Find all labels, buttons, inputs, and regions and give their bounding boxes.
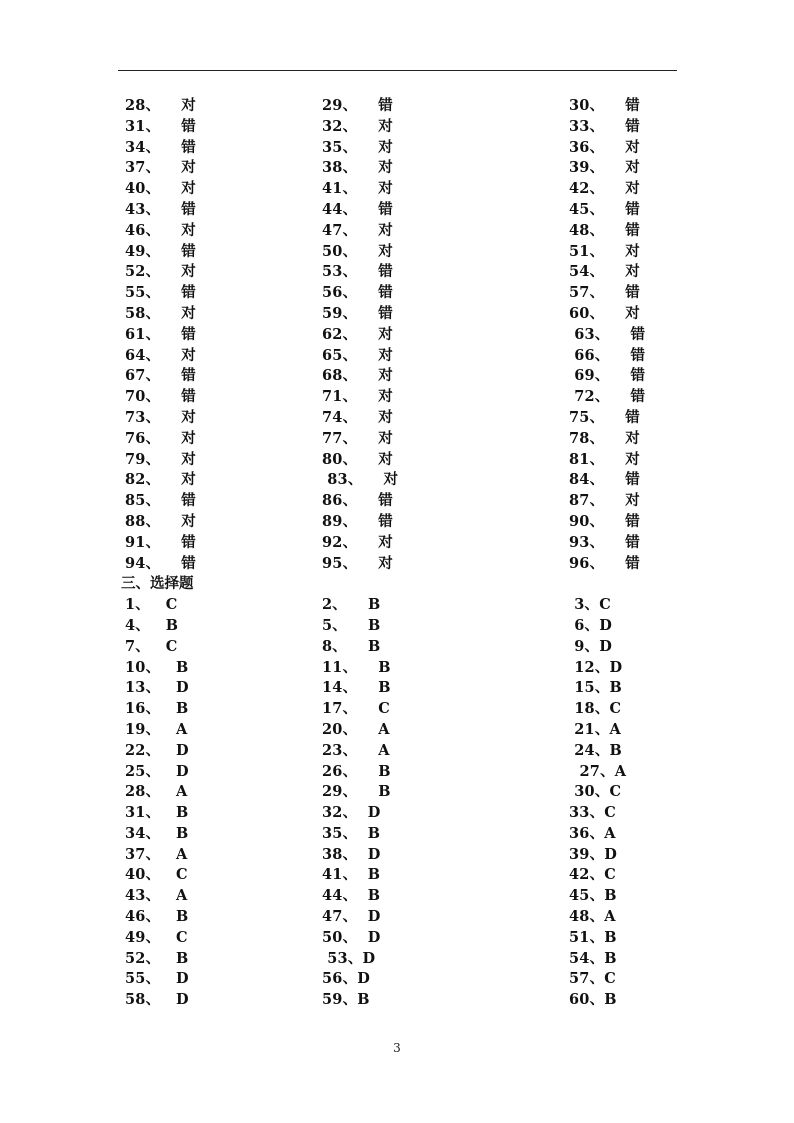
answer-cell: 34、 B xyxy=(125,824,189,842)
answer-cell: 1、 C xyxy=(125,596,178,614)
answer-cell: 55、 错 xyxy=(125,284,196,302)
answer-cell: 58、 对 xyxy=(125,304,196,322)
answer-cell: 8、 B xyxy=(322,637,381,655)
true-false-row xyxy=(0,450,794,471)
answer-cell: 93、 错 xyxy=(569,533,640,551)
multiple-choice-row xyxy=(0,886,794,907)
answer-cell: 50、 对 xyxy=(322,242,393,260)
answer-cell: 80、 对 xyxy=(322,450,393,468)
answer-cell: 13、 D xyxy=(125,679,189,697)
answer-cell: 54、 对 xyxy=(569,263,640,281)
answer-cell: 64、 对 xyxy=(125,346,196,364)
true-false-row xyxy=(0,554,794,575)
multiple-choice-row xyxy=(0,616,794,637)
true-false-row xyxy=(0,325,794,346)
answer-cell: 78、 对 xyxy=(569,429,640,447)
answer-cell: 45、 错 xyxy=(569,200,640,218)
answer-cell: 43、 A xyxy=(125,887,188,905)
multiple-choice-answers xyxy=(0,595,794,1011)
multiple-choice-row xyxy=(0,595,794,616)
answer-cell: 46、 B xyxy=(125,908,189,926)
true-false-row xyxy=(0,158,794,179)
answer-cell: 9、D xyxy=(569,637,613,655)
answer-cell: 49、 错 xyxy=(125,242,196,260)
answer-cell: 21、A xyxy=(569,720,621,738)
answer-cell: 57、 错 xyxy=(569,284,640,302)
answer-cell: 58、 D xyxy=(125,991,189,1009)
answer-cell: 67、 错 xyxy=(125,367,196,385)
multiple-choice-row xyxy=(0,990,794,1011)
answer-key xyxy=(0,96,794,1011)
answer-cell: 65、 对 xyxy=(322,346,393,364)
multiple-choice-row xyxy=(0,720,794,741)
answer-cell: 59、B xyxy=(322,991,370,1009)
answer-cell: 88、 对 xyxy=(125,512,196,530)
answer-cell: 16、 B xyxy=(125,700,189,718)
answer-cell: 37、 A xyxy=(125,845,188,863)
answer-cell: 40、 C xyxy=(125,866,188,884)
true-false-row xyxy=(0,262,794,283)
answer-cell: 44、 错 xyxy=(322,200,393,218)
answer-cell: 2、 B xyxy=(322,596,381,614)
answer-cell: 30、C xyxy=(569,783,622,801)
answer-cell: 84、 错 xyxy=(569,471,640,489)
true-false-row xyxy=(0,387,794,408)
answer-cell: 76、 对 xyxy=(125,429,196,447)
answer-cell: 34、 错 xyxy=(125,138,196,156)
answer-cell: 42、C xyxy=(569,866,617,884)
answer-cell: 48、A xyxy=(569,908,616,926)
true-false-row xyxy=(0,96,794,117)
true-false-row xyxy=(0,117,794,138)
true-false-answers xyxy=(0,96,794,574)
answer-cell: 62、 对 xyxy=(322,325,393,343)
answer-cell: 53、D xyxy=(322,949,376,967)
answer-cell: 48、 错 xyxy=(569,221,640,239)
multiple-choice-row xyxy=(0,949,794,970)
answer-cell: 89、 错 xyxy=(322,512,393,530)
answer-cell: 61、 错 xyxy=(125,325,196,343)
answer-cell: 43、 错 xyxy=(125,200,196,218)
multiple-choice-row xyxy=(0,762,794,783)
answer-cell: 35、 B xyxy=(322,824,381,842)
answer-cell: 72、 错 xyxy=(569,388,646,406)
answer-cell: 79、 对 xyxy=(125,450,196,468)
answer-cell: 50、 D xyxy=(322,928,381,946)
multiple-choice-row xyxy=(0,741,794,762)
answer-cell: 11、 B xyxy=(322,658,391,676)
answer-cell: 38、 D xyxy=(322,845,381,863)
answer-cell: 52、 对 xyxy=(125,263,196,281)
answer-cell: 14、 B xyxy=(322,679,391,697)
answer-cell: 36、 对 xyxy=(569,138,640,156)
multiple-choice-row xyxy=(0,824,794,845)
answer-cell: 96、 错 xyxy=(569,554,640,572)
answer-cell: 92、 对 xyxy=(322,533,393,551)
true-false-row xyxy=(0,221,794,242)
answer-cell: 75、 错 xyxy=(569,408,640,426)
answer-cell: 19、 A xyxy=(125,720,188,738)
answer-cell: 49、 C xyxy=(125,928,188,946)
answer-cell: 81、 对 xyxy=(569,450,640,468)
true-false-row xyxy=(0,366,794,387)
answer-cell: 10、 B xyxy=(125,658,189,676)
answer-cell: 6、D xyxy=(569,616,613,634)
answer-cell: 69、 错 xyxy=(569,367,646,385)
answer-cell: 56、D xyxy=(322,970,371,988)
answer-cell: 31、 B xyxy=(125,804,189,822)
true-false-row xyxy=(0,346,794,367)
answer-cell: 33、C xyxy=(569,804,617,822)
answer-cell: 59、 错 xyxy=(322,304,393,322)
multiple-choice-row xyxy=(0,803,794,824)
answer-cell: 3、C xyxy=(569,596,611,614)
answer-cell: 29、 B xyxy=(322,783,391,801)
answer-cell: 70、 错 xyxy=(125,388,196,406)
answer-cell: 41、 对 xyxy=(322,180,393,198)
multiple-choice-row xyxy=(0,928,794,949)
answer-cell: 53、 错 xyxy=(322,263,393,281)
true-false-row xyxy=(0,200,794,221)
true-false-row xyxy=(0,512,794,533)
true-false-row xyxy=(0,283,794,304)
answer-cell: 38、 对 xyxy=(322,159,393,177)
answer-cell: 39、 对 xyxy=(569,159,640,177)
answer-cell: 91、 错 xyxy=(125,533,196,551)
answer-cell: 23、 A xyxy=(322,741,390,759)
answer-cell: 5、 B xyxy=(322,616,381,634)
answer-cell: 18、C xyxy=(569,700,622,718)
answer-cell: 28、 A xyxy=(125,783,188,801)
true-false-row xyxy=(0,491,794,512)
answer-cell: 29、 错 xyxy=(322,97,393,114)
true-false-row xyxy=(0,470,794,491)
answer-cell: 44、 B xyxy=(322,887,381,905)
answer-cell: 60、 对 xyxy=(569,304,640,322)
answer-cell: 26、 B xyxy=(322,762,391,780)
answer-cell: 51、B xyxy=(569,928,617,946)
answer-cell: 63、 错 xyxy=(569,325,646,343)
answer-cell: 56、 错 xyxy=(322,284,393,302)
multiple-choice-row xyxy=(0,637,794,658)
answer-cell: 41、 B xyxy=(322,866,381,884)
answer-cell: 17、 C xyxy=(322,700,391,718)
answer-cell: 60、B xyxy=(569,991,617,1009)
multiple-choice-row xyxy=(0,699,794,720)
answer-cell: 33、 错 xyxy=(569,117,640,135)
true-false-row xyxy=(0,179,794,200)
answer-cell: 86、 错 xyxy=(322,492,393,510)
multiple-choice-row xyxy=(0,678,794,699)
answer-cell: 46、 对 xyxy=(125,221,196,239)
answer-cell: 39、D xyxy=(569,845,618,863)
answer-cell: 27、A xyxy=(569,762,627,780)
answer-cell: 73、 对 xyxy=(125,408,196,426)
section-title: 三、选择题 xyxy=(121,575,194,593)
answer-cell: 47、 D xyxy=(322,908,381,926)
true-false-row xyxy=(0,533,794,554)
answer-cell: 35、 对 xyxy=(322,138,393,156)
answer-cell: 66、 错 xyxy=(569,346,646,364)
true-false-row xyxy=(0,429,794,450)
answer-cell: 52、 B xyxy=(125,949,189,967)
answer-cell: 45、B xyxy=(569,887,617,905)
answer-cell: 4、 B xyxy=(125,616,179,634)
true-false-row xyxy=(0,304,794,325)
answer-cell: 83、 对 xyxy=(322,471,399,489)
answer-cell: 51、 对 xyxy=(569,242,640,260)
answer-cell: 36、A xyxy=(569,824,616,842)
answer-cell: 85、 错 xyxy=(125,492,196,510)
answer-cell: 37、 对 xyxy=(125,159,196,177)
answer-cell: 82、 对 xyxy=(125,471,196,489)
multiple-choice-row xyxy=(0,782,794,803)
answer-cell: 15、B xyxy=(569,679,622,697)
answer-cell: 54、B xyxy=(569,949,617,967)
true-false-row xyxy=(0,408,794,429)
answer-cell: 87、 对 xyxy=(569,492,640,510)
true-false-row xyxy=(0,138,794,159)
answer-cell: 74、 对 xyxy=(322,408,393,426)
answer-cell: 40、 对 xyxy=(125,180,196,198)
answer-cell: 25、 D xyxy=(125,762,189,780)
answer-cell: 20、 A xyxy=(322,720,390,738)
answer-cell: 77、 对 xyxy=(322,429,393,447)
answer-cell: 22、 D xyxy=(125,741,189,759)
answer-cell: 7、 C xyxy=(125,637,178,655)
answer-cell: 94、 错 xyxy=(125,554,196,572)
answer-cell: 12、D xyxy=(569,658,623,676)
answer-cell: 42、 对 xyxy=(569,180,640,198)
multiple-choice-row xyxy=(0,845,794,866)
page-number: 3 xyxy=(393,1041,401,1055)
multiple-choice-row xyxy=(0,907,794,928)
multiple-choice-row xyxy=(0,865,794,886)
answer-cell: 24、B xyxy=(569,741,622,759)
multiple-choice-row xyxy=(0,658,794,679)
answer-cell: 71、 对 xyxy=(322,388,393,406)
answer-cell: 32、 对 xyxy=(322,117,393,135)
answer-cell: 47、 对 xyxy=(322,221,393,239)
answer-cell: 55、 D xyxy=(125,970,189,988)
header-rule xyxy=(118,70,677,71)
true-false-row xyxy=(0,242,794,263)
answer-cell: 90、 错 xyxy=(569,512,640,530)
answer-cell: 28、 对 xyxy=(125,97,196,114)
answer-cell: 68、 对 xyxy=(322,367,393,385)
answer-cell: 95、 对 xyxy=(322,554,393,572)
answer-cell: 32、 D xyxy=(322,804,381,822)
answer-cell: 31、 错 xyxy=(125,117,196,135)
multiple-choice-row xyxy=(0,969,794,990)
answer-cell: 30、 错 xyxy=(569,97,640,114)
answer-cell: 57、C xyxy=(569,970,617,988)
